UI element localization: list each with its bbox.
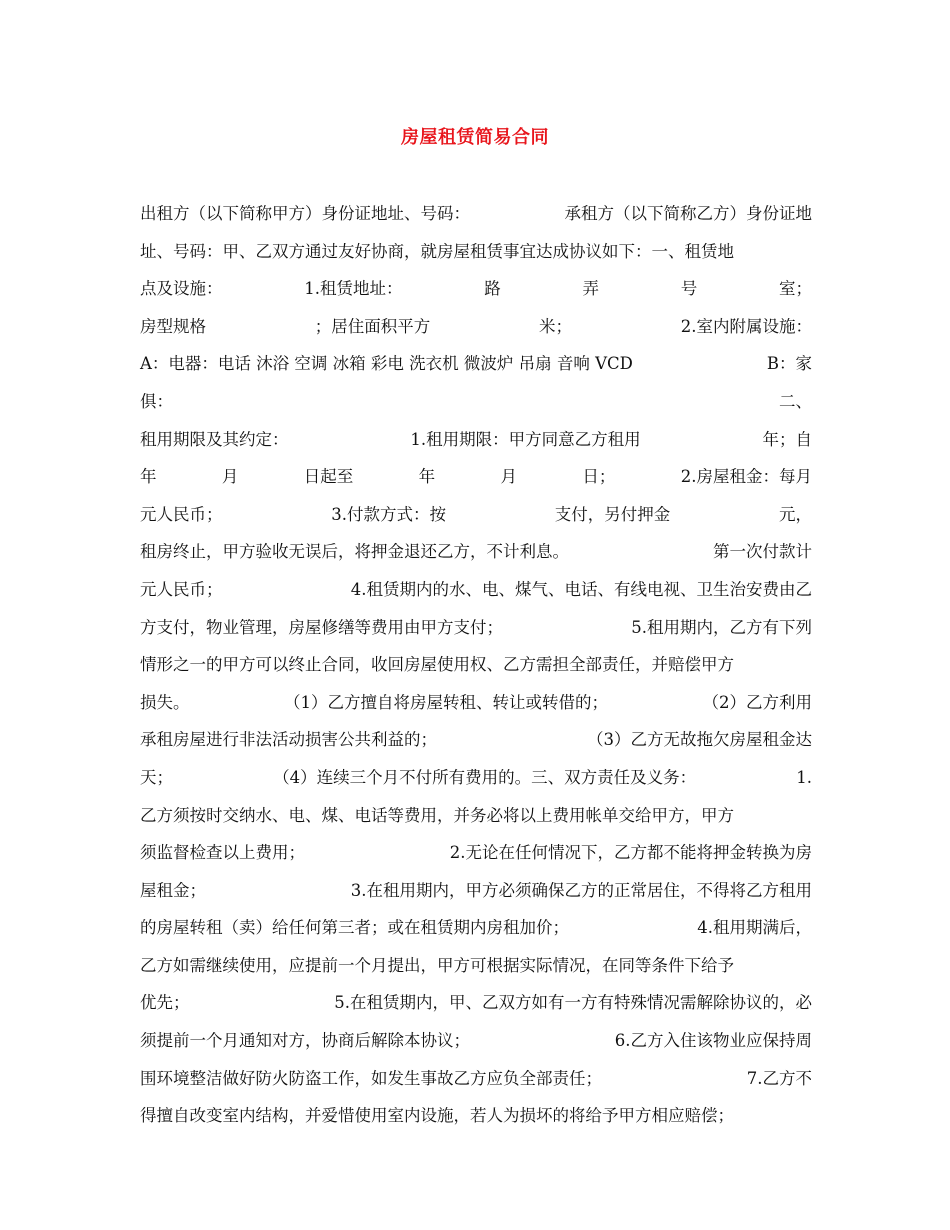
text-segment: 租房终止，甲方验收无误后，将押金退还乙方，不计利息。 bbox=[140, 542, 569, 562]
text-segment: 乙方须按时交纳水、电、煤、电话等费用，并务必将以上费用帐单交给甲方，甲方 bbox=[140, 805, 734, 825]
text-segment: ；居住面积平方 bbox=[314, 316, 431, 336]
text-segment: 米； bbox=[539, 316, 572, 336]
text-line bbox=[140, 533, 812, 571]
text-segment: 元人民币； bbox=[140, 579, 223, 599]
text-line bbox=[140, 233, 812, 271]
text-segment: 1. bbox=[796, 767, 812, 787]
text-segment: 址、号码：甲、乙双方通过友好协商，就房屋租赁事宜达成协议如下：一、租赁地 bbox=[140, 241, 734, 261]
text-line bbox=[140, 421, 812, 459]
text-line bbox=[140, 345, 812, 383]
contract-body bbox=[140, 195, 812, 1135]
text-line bbox=[140, 646, 812, 684]
text-segment: 日起至 bbox=[303, 467, 354, 487]
text-line bbox=[140, 984, 812, 1022]
text-line bbox=[140, 308, 812, 346]
text-line bbox=[140, 1097, 812, 1135]
text-segment: 5.租用期内，乙方有下列 bbox=[631, 617, 812, 637]
text-line bbox=[140, 458, 812, 496]
text-segment: 1.租用期限：甲方同意乙方租用 bbox=[410, 429, 641, 449]
text-line bbox=[140, 909, 812, 947]
text-segment: 乙方如需继续使用，应提前一个月提出，甲方可根据实际情况，在同等条件下给予 bbox=[140, 955, 734, 975]
text-segment: 年 bbox=[140, 467, 157, 487]
text-segment: 屋租金； bbox=[140, 880, 206, 900]
text-segment: 月 bbox=[221, 467, 239, 487]
text-segment: 号 bbox=[680, 279, 698, 299]
text-segment: 元人民币； bbox=[140, 504, 223, 524]
text-segment: 情形之一的甲方可以终止合同，收回房屋使用权、乙方需担全部责任，并赔偿甲方 bbox=[140, 655, 734, 675]
text-segment: 2.房屋租金：每月 bbox=[680, 467, 812, 487]
text-line bbox=[140, 721, 812, 759]
text-segment: 室； bbox=[779, 279, 812, 299]
text-line bbox=[140, 270, 812, 308]
text-segment: 4.租赁期内的水、电、煤气、电话、有线电视、卫生治安费由乙 bbox=[350, 579, 812, 599]
text-segment: 2.室内附属设施： bbox=[680, 316, 812, 336]
text-segment: 路 bbox=[484, 279, 501, 299]
text-segment: 支付，另付押金 bbox=[554, 504, 671, 524]
text-segment: （1）乙方擅自将房屋转租、转让或转借的； bbox=[284, 692, 608, 712]
text-segment: 承租方（以下简称乙方）身份证地 bbox=[564, 204, 812, 223]
text-segment: 元， bbox=[779, 504, 812, 524]
text-segment: 天； bbox=[140, 767, 173, 787]
text-segment: 3.在租用期内，甲方必须确保乙方的正常居住，不得将乙方租用 bbox=[350, 880, 812, 900]
text-segment: （4）连续三个月不付所有费用的。三、双方责任及义务： bbox=[273, 767, 697, 787]
text-line bbox=[140, 834, 812, 872]
text-segment: 7.乙方不 bbox=[746, 1068, 812, 1088]
text-segment: 承租房屋进行非法活动损害公共利益的； bbox=[140, 730, 437, 750]
text-segment: 2.无论在任何情况下，乙方都不能将押金转换为房 bbox=[449, 843, 812, 863]
text-segment: 方支付，物业管理，房屋修缮等费用由甲方支付； bbox=[140, 617, 503, 637]
text-segment: 5.在租赁期内，甲、乙双方如有一方有特殊情况需解除协议的，必 bbox=[334, 993, 812, 1013]
text-line bbox=[140, 496, 812, 534]
text-segment: 点及设施： bbox=[140, 279, 223, 299]
text-segment: A：电器：电话 沐浴 空调 冰箱 彩电 洗衣机 微波炉 吊扇 音响 VCD bbox=[140, 354, 633, 374]
text-segment: 出租方（以下简称甲方）身份证地址、号码： bbox=[140, 204, 470, 223]
text-segment: 须提前一个月通知对方，协商后解除本协议； bbox=[140, 1031, 470, 1051]
text-segment: 6.乙方入住该物业应保持周 bbox=[614, 1031, 812, 1051]
text-segment: （2）乙方利用 bbox=[702, 692, 812, 712]
text-segment: 年 bbox=[418, 467, 436, 487]
text-segment: 俱： bbox=[140, 391, 173, 411]
text-segment: 年；自 bbox=[762, 429, 812, 449]
text-line bbox=[140, 1060, 812, 1098]
text-line bbox=[140, 571, 812, 609]
text-line bbox=[140, 684, 812, 722]
text-line bbox=[140, 872, 812, 910]
text-segment: （3）乙方无故拖欠房屋租金达 bbox=[587, 730, 812, 750]
text-line bbox=[140, 759, 812, 797]
text-line bbox=[140, 1022, 812, 1060]
text-segment: 租用期限及其约定： bbox=[140, 429, 289, 449]
text-segment: 4.租用期满后， bbox=[697, 918, 812, 938]
document-title: 房屋租赁简易合同 bbox=[401, 127, 549, 148]
text-segment: 房型规格 bbox=[140, 316, 206, 336]
text-segment: 弄 bbox=[582, 279, 599, 299]
text-segment: 第一次付款计 bbox=[713, 542, 812, 562]
text-line bbox=[140, 609, 812, 647]
text-segment: B：家 bbox=[766, 354, 812, 374]
text-segment: 1.租赁地址： bbox=[304, 279, 403, 299]
text-segment: 二、 bbox=[779, 391, 812, 411]
text-line bbox=[140, 383, 812, 421]
text-segment: 日； bbox=[582, 467, 616, 487]
text-segment: 的房屋转租（卖）给任何第三者；或在租赁期内房租加价； bbox=[140, 918, 569, 938]
text-line bbox=[140, 947, 812, 985]
text-segment: 围环境整洁做好防火防盗工作，如发生事故乙方应负全部责任； bbox=[140, 1068, 602, 1088]
text-segment: 须监督检查以上费用； bbox=[140, 843, 305, 863]
text-segment: 优先； bbox=[140, 993, 190, 1013]
text-line bbox=[140, 195, 812, 233]
text-segment: 3.付款方式：按 bbox=[331, 504, 446, 524]
text-segment: 得擅自改变室内结构，并爱惜使用室内设施，若人为损坏的将给予甲方相应赔偿； bbox=[140, 1106, 734, 1126]
text-line bbox=[140, 797, 812, 835]
text-segment: 损失。 bbox=[140, 692, 190, 712]
text-segment: 月 bbox=[500, 467, 517, 487]
